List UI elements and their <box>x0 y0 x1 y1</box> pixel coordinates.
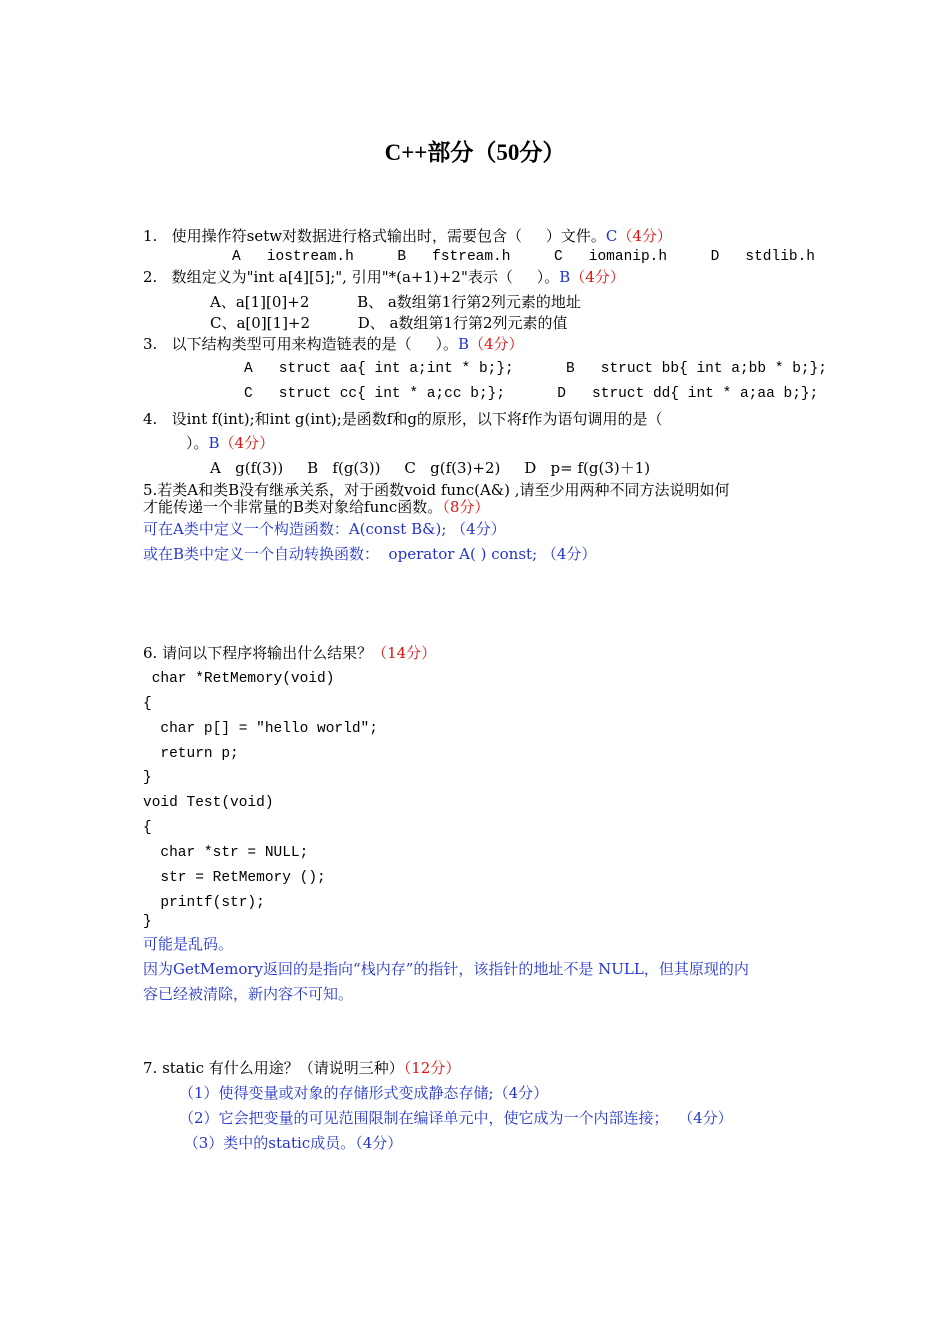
question-2 <box>143 267 625 287</box>
question-1-answer: C <box>605 227 618 245</box>
question-6-text: 6. 请问以下程序将输出什么结果？ <box>143 644 373 662</box>
question-1 <box>143 226 672 246</box>
code-line: char *RetMemory(void) <box>143 671 335 687</box>
question-6-answer-1: 可能是乱码。 <box>143 935 234 953</box>
question-5-line-2: 才能传递一个非常量的B类对象给func函数。（8分） <box>143 498 490 516</box>
code-line: { <box>143 696 152 712</box>
code-line: str = RetMemory (); <box>143 870 326 886</box>
code-line: } <box>143 914 152 930</box>
question-5-points: （8分） <box>442 498 490 516</box>
question-6-answer-2-line-1: 因为GetMemory返回的是指向“栈内存”的指针，该指针的地址不是 NULL，但其原现的内 <box>143 960 749 978</box>
code-line: char *str = NULL; <box>143 845 309 861</box>
question-5-line-1: 5.若类A和类B没有继承关系，对于函数void func(A&) ,请至少用两种不同方法说明如何 <box>143 481 730 499</box>
question-2-text: 2. 数组定义为"int a[4][5];", 引用"*(a+1)+2"表示（ ）。 <box>143 268 560 286</box>
code-line: char p[] = "hello world"; <box>143 721 378 737</box>
question-1-options: A iostream.h B fstream.h C iomanip.h D stdlib.h <box>232 249 815 265</box>
question-3-options-row-2: C struct cc{ int * a;cc b;}; D struct dd{ int * a;aa b;}; <box>244 386 819 402</box>
question-7-points: （12分） <box>403 1059 461 1077</box>
question-7-answer-1: （1）使得变量或对象的存储形式变成静态存储;（4分） <box>179 1084 549 1102</box>
code-line: void Test(void) <box>143 795 274 811</box>
question-3-points: （4分） <box>469 335 524 353</box>
question-2-options-row-1: A、a[1][0]+2 B、 a数组第1行第2列元素的地址 <box>210 293 581 311</box>
question-5-answer-1: 可在A类中定义一个构造函数：A(const B&); （4分） <box>143 520 506 538</box>
question-2-points: （4分） <box>570 268 625 286</box>
question-3 <box>143 334 524 354</box>
question-4-line-2: ）。B（4分） <box>186 434 275 452</box>
page-title: C++部分（50分） <box>384 140 566 165</box>
question-4-options: A g(f(3)) B f(g(3)) C g(f(3)+2) D p= f(g(3)＋1) <box>210 459 651 477</box>
question-4-line-1: 4. 设int f(int);和int g(int);是函数f和g的原形，以下将f作为语句调用的是（ <box>143 410 663 428</box>
question-1-text: 1. 使用操作符setw对数据进行格式输出时，需要包含（ ）文件。 <box>143 227 606 245</box>
question-6 <box>143 643 436 663</box>
code-line: { <box>143 820 152 836</box>
question-7-answer-3: （3）类中的static成员。（4分） <box>179 1134 403 1152</box>
question-5-answer-2: 或在B类中定义一个自动转换函数： operator A( ) const; （4分） <box>143 545 597 563</box>
code-line: printf(str); <box>143 895 265 911</box>
code-line: } <box>143 770 152 786</box>
question-2-answer: B <box>559 268 571 286</box>
question-2-options-row-2: C、a[0][1]+2 D、 a数组第1行第2列元素的值 <box>210 314 568 332</box>
question-6-points: （14分） <box>372 644 437 662</box>
question-3-text: 3. 以下结构类型可用来构造链表的是（ ）。 <box>143 335 458 353</box>
question-7-answer-2: （2）它会把变量的可见范围限制在编译单元中，使它成为一个内部连接； （4分） <box>179 1109 733 1127</box>
question-7 <box>143 1058 460 1078</box>
question-4-answer: B <box>208 434 220 452</box>
question-1-points: （4分） <box>617 227 672 245</box>
question-3-options-row-1: A struct aa{ int a;int * b;}; B struct bb{ int a;bb * b;}; <box>244 361 827 377</box>
question-3-answer: B <box>457 335 469 353</box>
question-4-points: （4分） <box>219 434 275 452</box>
code-line: return p; <box>143 746 239 762</box>
question-7-text: 7. static 有什么用途？（请说明三种） <box>143 1059 404 1077</box>
question-6-answer-2-line-2: 容已经被清除，新内容不可知。 <box>143 985 354 1003</box>
